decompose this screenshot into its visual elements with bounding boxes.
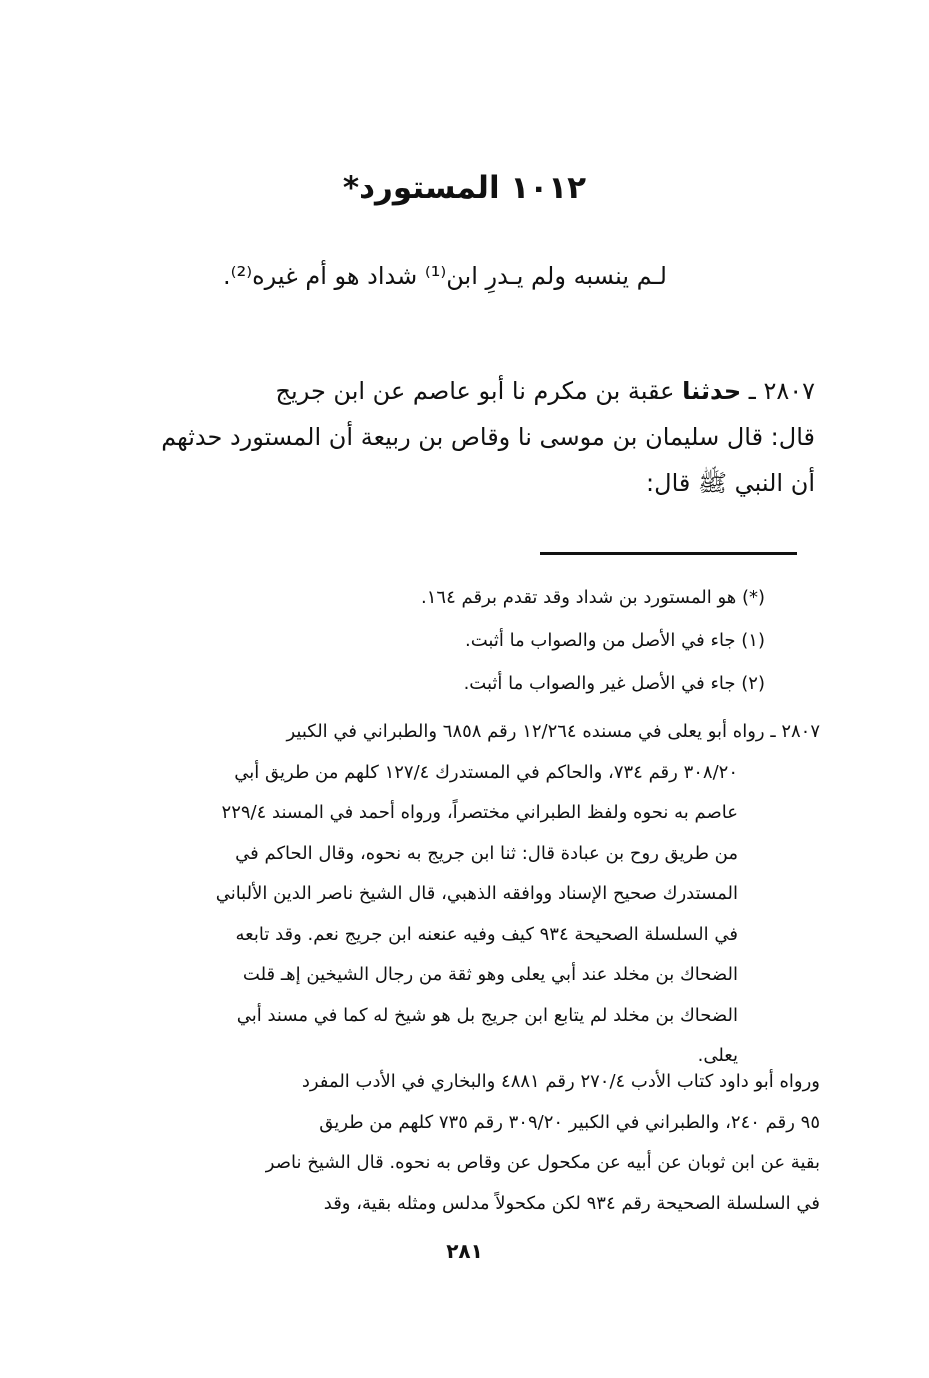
commentary-paragraph-1 (120, 712, 820, 1077)
chapter-intro: لـم ينسبه ولم يـدرِ ابن⁽¹⁾ شداد هو أم غيره⁽²⁾. (223, 262, 667, 290)
commentary-line: ٢٨٠٧ ـ رواه أبو يعلى في مسنده ١٢/٢٦٤ رقم ٦٨٥٨ والطبراني في الكبير (286, 721, 820, 742)
commentary-paragraph-2 (120, 1062, 820, 1224)
hadith-line (100, 368, 815, 414)
hadith-line-text: عقبة بن مكرم نا أبو عاصم عن ابن جريج (275, 377, 675, 405)
hadith-verb: حدثنا (682, 377, 742, 405)
footnote-separator (540, 552, 797, 555)
commentary-line: ورواه أبو داود كتاب الأدب ٢٧٠/٤ رقم ٤٨٨١ والبخاري في الأدب المفرد (301, 1071, 820, 1092)
hadith-line: قال: قال سليمان بن موسى نا وقاص بن ربيعة أن المستورد حدثهم (161, 423, 815, 451)
chapter-title: ١٠١٢ المستورد* (342, 170, 587, 206)
commentary-line: عاصم به نحوه ولفظ الطبراني مختصراً، ورواه أحمد في المسند ٢٢٩/٤ (221, 802, 738, 823)
footnotes (120, 576, 765, 705)
hadith-number: ٢٨٠٧ ـ (748, 377, 815, 405)
footnote: (٢) جاء في الأصل غير والصواب ما أثبت. (463, 673, 765, 694)
hadith-text (100, 368, 815, 506)
footnote: (١) جاء في الأصل من والصواب ما أثبت. (465, 630, 765, 651)
commentary-line: ٣٠٨/٢٠ رقم ٧٣٤، والحاكم في المستدرك ١٢٧/٤ كلهم من طريق أبي (234, 761, 738, 783)
commentary-line: يعلى. (697, 1045, 738, 1066)
commentary-line: المستدرك صحيح الإسناد ووافقه الذهبي، قال الشيخ ناصر الدين الألباني (215, 883, 738, 904)
footnote: (*) هو المستورد بن شداد وقد تقدم برقم ١٦٤. (421, 587, 765, 608)
commentary-line: بقية عن ابن ثوبان عن أبيه عن مكحول عن وقاص به نحوه. قال الشيخ ناصر (265, 1152, 820, 1173)
commentary-line: في السلسلة الصحيحة ٩٣٤ كيف وفيه عنعنه ابن جريج نعم. وقد تابعه (235, 923, 738, 945)
commentary-line: من طريق روح بن عبادة قال: ثنا ابن جريج به نحوه، وقال الحاكم في (235, 842, 738, 864)
commentary-line: ٩٥ رقم ٢٤٠، والطبراني في الكبير ٣٠٩/٢٠ رقم ٧٣٥ كلهم من طريق (319, 1111, 820, 1133)
hadith-line: أن النبي ﷺ قال: (646, 469, 815, 497)
commentary-line: الضحاك بن مخلد لم يتابع ابن جريج بل هو شيخ له كما في مسند أبي (236, 1004, 738, 1026)
page-number: ٢٨١ (446, 1239, 483, 1263)
commentary-line: في السلسلة الصحيحة رقم ٩٣٤ لكن مكحولاً مدلس ومثله بقية، وقد (323, 1192, 820, 1214)
commentary-line: الضحاك بن مخلد عند أبي يعلى وهو ثقة من رجال الشيخين إهـ قلت (242, 964, 738, 985)
